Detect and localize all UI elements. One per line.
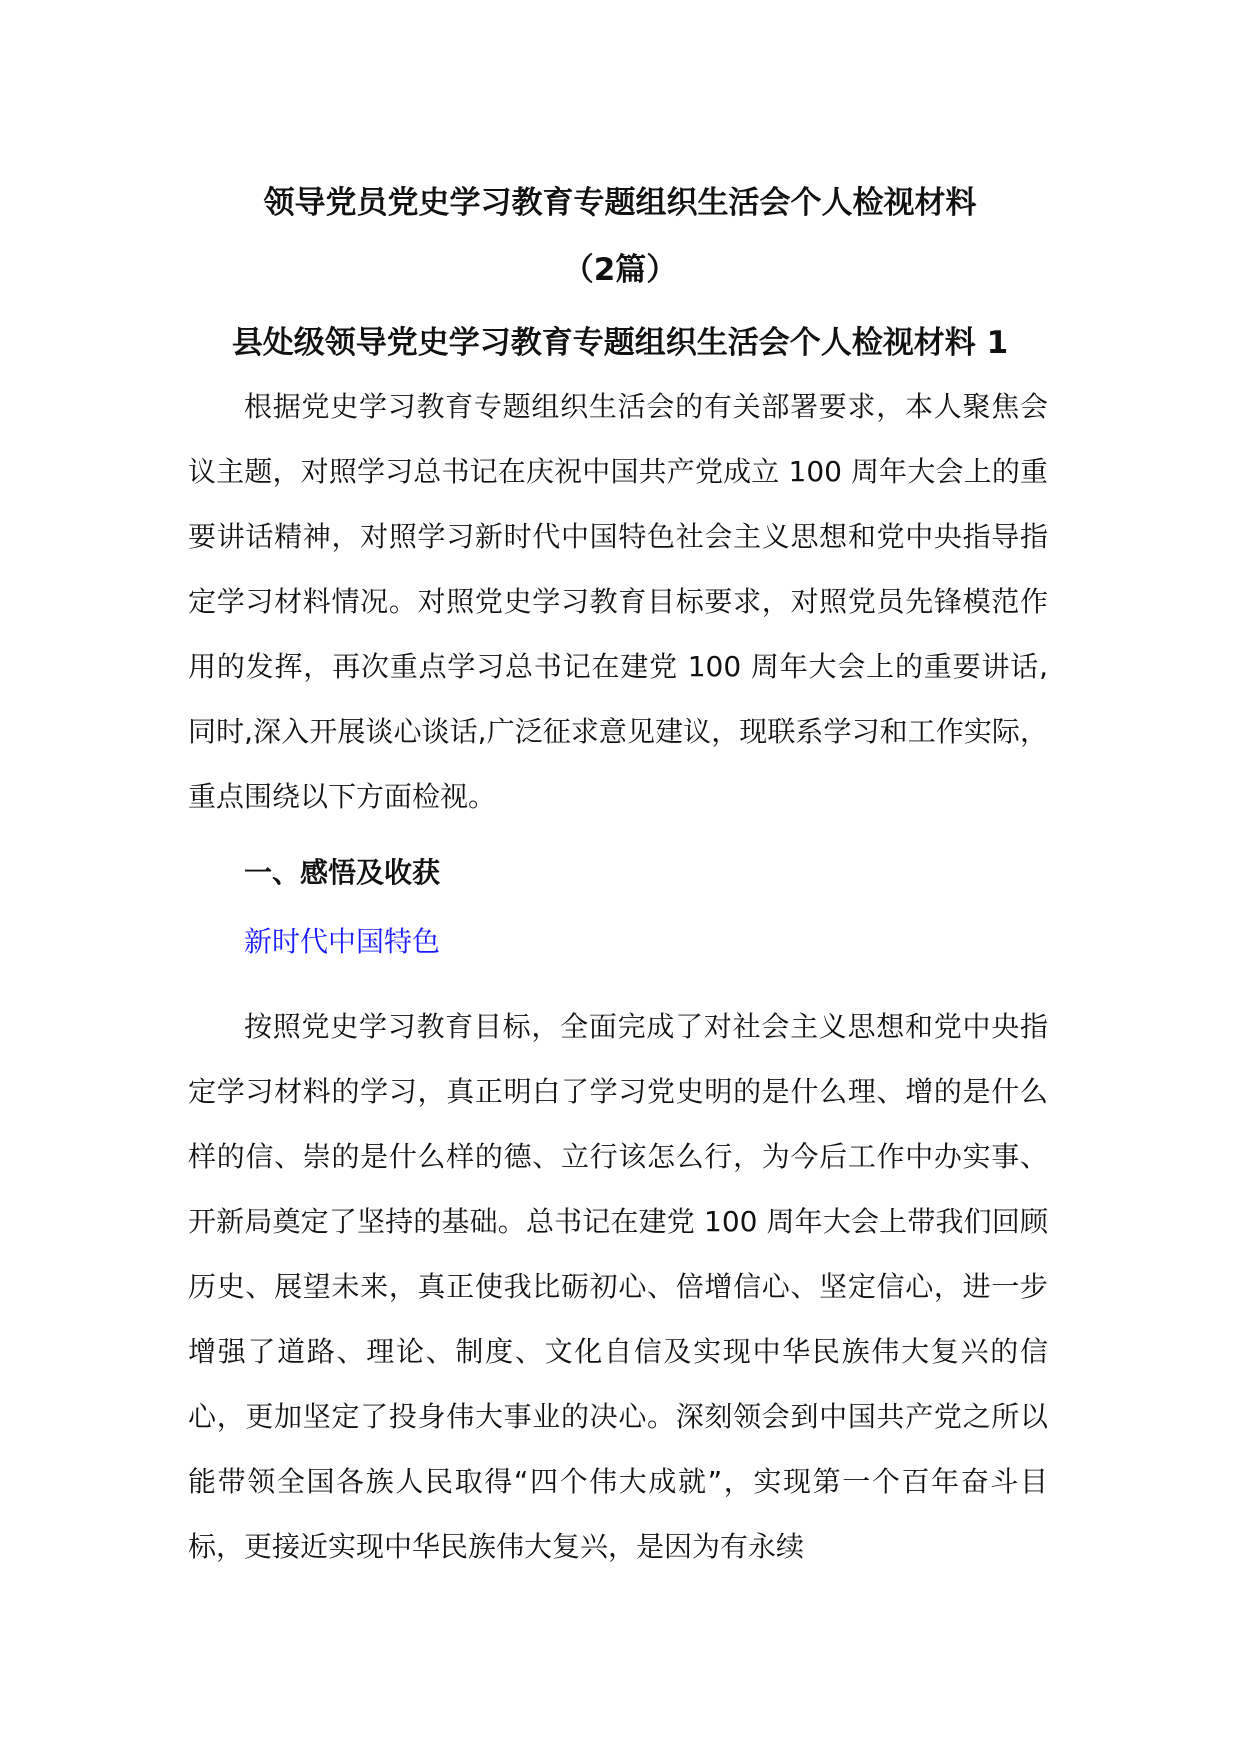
document-subtitle: 县处级领导党史学习教育专题组织生活会个人检视材料 1 [231,325,1009,361]
document-title-count: （2篇） [562,252,678,288]
body-paragraph: 根据党史学习教育专题组织生活会的有关部署要求，本人聚焦会议主题，对照学习总书记在庆祝中国共产党成立 100 周年大会上的重要讲话精神，对照学习新时代中国特色社会主义思想和党中央指导指定学习材料情况。对照党史学习教育目标要求，对照党员先锋模范作用的发挥，再次重点学习总书记在建党 100 周年大会上的重要讲话,同时,深入开展谈心谈话,广泛征求意见建议，现联系学习和工作实际，重点围绕以下方面检视。 [188,390,1048,813]
body-paragraph: 按照党史学习教育目标，全面完成了对社会主义思想和党中央指定学习材料的学习，真正明白了学习党史明的是什么理、增的是什么样的信、崇的是什么样的德、立行该怎么行，为今后工作中办实事、开新局奠定了坚持的基础。总书记在建党 100 周年大会上带我们回顾历史、展望未来，真正使我比砺初心、倍增信心、坚定信心，进一步增强了道路、理论、制度、文化自信及实现中华民族伟大复兴的信心，更加坚定了投身伟大事业的决心。深刻领会到中国共产党之所以能带领全国各族人民取得“四个伟大成就”，实现第一个百年奋斗目标，更接近实现中华民族伟大复兴，是因为有永续 [188,1010,1048,1563]
sub-heading-link[interactable]: 新时代中国特色 [244,925,441,958]
document-title: 领导党员党史学习教育专题组织生活会个人检视材料 [263,185,977,221]
section-heading: 一、感悟及收获 [244,856,441,889]
